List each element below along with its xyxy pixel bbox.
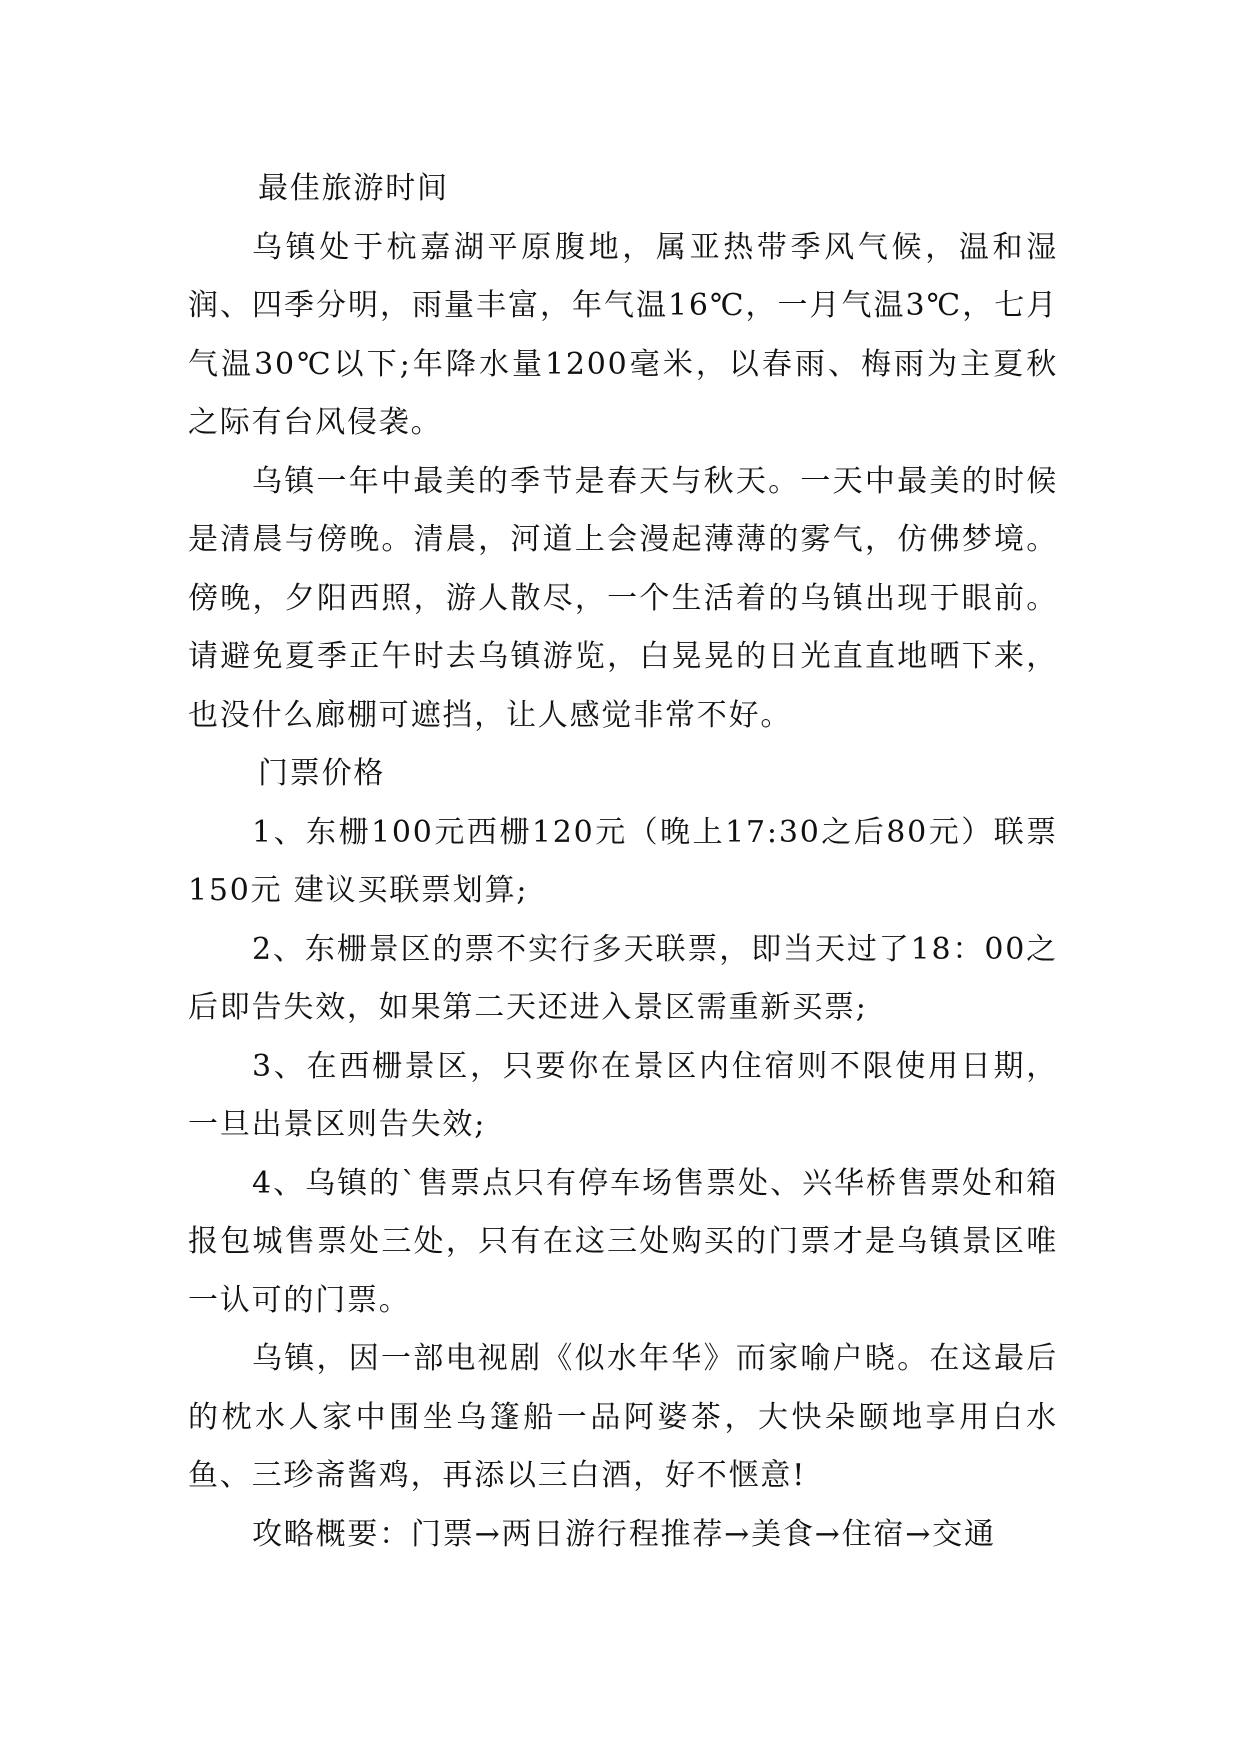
list-item-ticket-3: 3、在西栅景区，只要你在景区内住宿则不限使用日期，一旦出景区则告失效; [188,1048,1058,1142]
paragraph-best-season: 乌镇一年中最美的季节是春天与秋天。一天中最美的时候是清晨与傍晚。清晨，河道上会漫起薄薄的雾气，仿佛梦境。傍晚，夕阳西照，游人散尽，一个生活着的乌镇出现于眼前。 请避免夏季正午时去乌镇游览，白晃晃的日光直直地晒下来，也没什么廊棚可遮挡，让人感觉非常不好。 [188,463,1058,733]
paragraph-intro: 乌镇，因一部电视剧《似水年华》而家喻户晓。在这最后的枕水人家中围坐乌篷船一品阿婆茶，大快朵颐地享用白水鱼、三珍斋酱鸡，再添以三白酒，好不惬意! [188,1341,1058,1493]
paragraph-guide-summary: 攻略概要：门票→两日游行程推荐→美食→住宿→交通 [252,1516,996,1552]
list-item-ticket-2: 2、东栅景区的票不实行多天联票，即当天过了18：00之后即告失效，如果第二天还进入景区需重新买票; [188,931,1058,1025]
section-heading-ticket-price: 门票价格 [258,756,386,791]
list-item-ticket-4: 4、乌镇的`售票点只有停车场售票处、兴华桥售票处和箱报包城售票处三处，只有在这三处购买的门票才是乌镇景区唯一认可的门票。 [188,1165,1058,1318]
document-page [188,160,1058,1564]
section-heading-best-time: 最佳旅游时间 [258,171,449,206]
paragraph-climate: 乌镇处于杭嘉湖平原腹地，属亚热带季风气候，温和湿润、四季分明，雨量丰富，年气温16℃，一月气温3℃，七月气温30℃以下;年降水量1200毫米，以春雨、梅雨为主夏秋之际有台风侵袭。 [188,229,1058,440]
list-item-ticket-1: 1、东栅100元西栅120元（晚上17:30之后80元）联票150元 建议买联票划算; [188,814,1058,908]
